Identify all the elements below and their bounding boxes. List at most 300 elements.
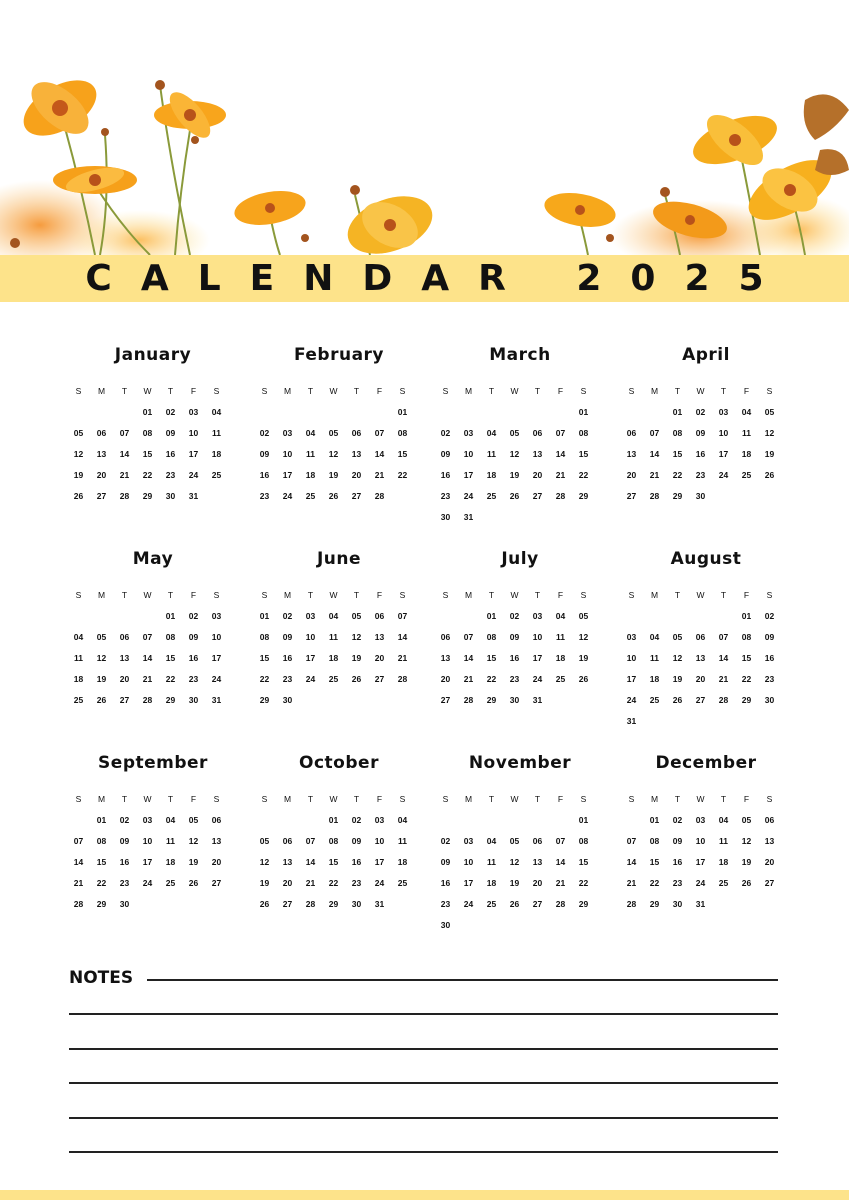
weekday-header: F [743, 386, 750, 396]
day-cell: 22 [649, 878, 660, 888]
weekday-header-row [434, 789, 606, 810]
day-cell: 28 [555, 899, 566, 909]
calendar-title: CALENDAR 2025 [85, 258, 793, 299]
day-cell: 01 [397, 407, 408, 417]
month-name: November [468, 753, 572, 773]
empty-cell [526, 507, 549, 528]
week-row [620, 423, 792, 444]
day-cell: 19 [259, 878, 270, 888]
weekday-header-row [253, 585, 425, 606]
day-cell: 25 [555, 674, 566, 684]
weekday-header: T [720, 590, 727, 600]
empty-cell [620, 402, 643, 423]
day-cell: 13 [211, 836, 222, 846]
day-cell: 26 [764, 470, 775, 480]
day-cell: 06 [532, 836, 543, 846]
empty-cell [205, 486, 228, 507]
day-cell: 06 [532, 428, 543, 438]
weekday-header: T [720, 386, 727, 396]
day-cell: 16 [119, 857, 130, 867]
day-cell: 19 [764, 449, 775, 459]
day-cell: 04 [486, 836, 497, 846]
month-name: August [670, 549, 742, 569]
day-cell: 06 [374, 611, 385, 621]
day-cell: 08 [397, 428, 408, 438]
day-cell: 03 [305, 611, 316, 621]
day-cell: 02 [509, 611, 520, 621]
day-cell: 04 [741, 407, 752, 417]
week-row [67, 669, 239, 690]
day-cell: 14 [626, 857, 637, 867]
week-row [253, 852, 425, 873]
notes-line [69, 1117, 778, 1119]
weekday-header: W [143, 386, 152, 396]
day-cell: 28 [397, 674, 408, 684]
empty-cell [67, 606, 90, 627]
day-cell: 09 [695, 428, 706, 438]
empty-cell [712, 606, 735, 627]
empty-cell [480, 915, 503, 936]
day-cell: 10 [463, 449, 474, 459]
day-cell: 11 [398, 836, 407, 846]
week-row [434, 915, 606, 936]
day-cell: 11 [487, 857, 496, 867]
day-cell: 09 [282, 632, 293, 642]
day-cell: 09 [188, 632, 199, 642]
day-cell: 25 [305, 491, 316, 501]
day-cell: 22 [165, 674, 176, 684]
day-cell: 18 [555, 653, 566, 663]
day-cell: 23 [440, 899, 451, 909]
day-cell: 02 [440, 836, 451, 846]
day-cell: 08 [96, 836, 107, 846]
week-row [253, 606, 425, 627]
day-cell: 19 [73, 470, 84, 480]
weekday-header: S [442, 386, 449, 396]
day-cell: 18 [718, 857, 729, 867]
weekday-header: S [766, 590, 773, 600]
weekday-header-row [620, 789, 792, 810]
day-cell: 17 [718, 449, 729, 459]
week-row [67, 627, 239, 648]
weekday-header: M [97, 590, 106, 600]
day-cell: 14 [649, 449, 660, 459]
day-cell: 01 [741, 611, 752, 621]
day-cell: 20 [211, 857, 222, 867]
week-row [620, 810, 792, 831]
day-cell: 10 [374, 836, 385, 846]
weekday-header: W [696, 386, 705, 396]
day-cell: 29 [741, 695, 752, 705]
day-cell: 14 [555, 449, 566, 459]
day-cell: 15 [486, 653, 497, 663]
empty-cell [572, 915, 595, 936]
week-row [67, 690, 239, 711]
empty-cell [299, 690, 322, 711]
weekday-header: S [580, 386, 587, 396]
day-cell: 30 [119, 899, 130, 909]
week-row [434, 465, 606, 486]
day-cell: 03 [695, 815, 706, 825]
day-cell: 18 [741, 449, 752, 459]
day-cell: 08 [578, 428, 589, 438]
week-row [253, 810, 425, 831]
empty-cell [549, 690, 572, 711]
weekday-header: S [766, 794, 773, 804]
week-row [434, 402, 606, 423]
day-cell: 13 [96, 449, 107, 459]
day-cell: 06 [764, 815, 775, 825]
weekday-header-row [434, 381, 606, 402]
day-cell: 06 [119, 632, 130, 642]
weekday-header-row [253, 789, 425, 810]
day-cell: 10 [695, 836, 706, 846]
day-cell: 04 [305, 428, 316, 438]
empty-cell [434, 810, 457, 831]
week-row [434, 486, 606, 507]
day-cell: 12 [509, 449, 520, 459]
day-cell: 03 [188, 407, 199, 417]
day-cell: 21 [142, 674, 153, 684]
day-cell: 25 [486, 899, 497, 909]
day-cell: 02 [119, 815, 130, 825]
day-cell: 01 [142, 407, 153, 417]
empty-cell [322, 690, 345, 711]
day-cell: 16 [282, 653, 293, 663]
day-cell: 12 [509, 857, 520, 867]
day-cell: 13 [626, 449, 637, 459]
empty-cell [549, 915, 572, 936]
day-cell: 09 [351, 836, 362, 846]
week-row [253, 648, 425, 669]
day-cell: 28 [555, 491, 566, 501]
day-cell: 23 [282, 674, 293, 684]
day-cell: 14 [718, 653, 729, 663]
day-cell: 24 [374, 878, 385, 888]
day-cell: 25 [211, 470, 222, 480]
day-cell: 10 [188, 428, 199, 438]
weekday-header: S [75, 794, 82, 804]
day-cell: 20 [695, 674, 706, 684]
empty-cell [572, 507, 595, 528]
day-cell: 06 [96, 428, 107, 438]
day-cell: 16 [351, 857, 362, 867]
weekday-header: T [353, 794, 360, 804]
day-cell: 20 [351, 470, 362, 480]
week-row [253, 465, 425, 486]
empty-cell [391, 486, 414, 507]
weekday-header: S [213, 590, 220, 600]
weekday-header: W [696, 590, 705, 600]
day-cell: 14 [73, 857, 84, 867]
day-cell: 16 [695, 449, 706, 459]
day-cell: 24 [532, 674, 543, 684]
day-cell: 29 [486, 695, 497, 705]
weekday-header: T [488, 590, 495, 600]
day-cell: 10 [463, 857, 474, 867]
day-cell: 25 [165, 878, 176, 888]
weekday-header: S [766, 386, 773, 396]
day-cell: 12 [96, 653, 107, 663]
month-name: March [489, 345, 551, 365]
day-cell: 26 [259, 899, 270, 909]
empty-cell [457, 606, 480, 627]
empty-cell [549, 810, 572, 831]
day-cell: 05 [96, 632, 107, 642]
day-cell: 27 [211, 878, 222, 888]
weekday-header: T [353, 590, 360, 600]
day-cell: 19 [188, 857, 199, 867]
day-cell: 12 [351, 632, 362, 642]
empty-cell [503, 915, 526, 936]
day-cell: 17 [188, 449, 199, 459]
weekday-header: T [307, 590, 314, 600]
day-cell: 19 [672, 674, 683, 684]
weekday-header: F [557, 794, 564, 804]
day-cell: 21 [555, 878, 566, 888]
footer-band [0, 1190, 849, 1200]
day-cell: 05 [351, 611, 362, 621]
weekday-header: S [213, 386, 220, 396]
weekday-header: T [353, 386, 360, 396]
day-cell: 25 [397, 878, 408, 888]
weekday-header: W [329, 794, 338, 804]
week-row [434, 423, 606, 444]
weekday-header: S [580, 794, 587, 804]
week-row [620, 831, 792, 852]
day-cell: 08 [578, 836, 589, 846]
day-cell: 24 [626, 695, 637, 705]
day-cell: 31 [463, 512, 474, 522]
day-cell: 27 [626, 491, 637, 501]
day-cell: 11 [166, 836, 175, 846]
empty-cell [299, 810, 322, 831]
week-row [620, 711, 792, 732]
day-cell: 06 [351, 428, 362, 438]
day-cell: 11 [719, 836, 728, 846]
day-cell: 18 [73, 674, 84, 684]
day-cell: 16 [259, 470, 270, 480]
day-cell: 29 [578, 899, 589, 909]
day-cell: 18 [211, 449, 222, 459]
week-row [67, 402, 239, 423]
day-cell: 01 [672, 407, 683, 417]
day-cell: 08 [259, 632, 270, 642]
weekday-header: S [261, 590, 268, 600]
month-july [434, 547, 606, 705]
week-row [253, 444, 425, 465]
empty-cell [712, 486, 735, 507]
weekday-header: S [628, 590, 635, 600]
day-cell: 02 [282, 611, 293, 621]
week-row [67, 486, 239, 507]
day-cell: 12 [764, 428, 775, 438]
day-cell: 15 [96, 857, 107, 867]
weekday-header: S [399, 386, 406, 396]
week-row [434, 507, 606, 528]
day-cell: 08 [649, 836, 660, 846]
day-cell: 10 [305, 632, 316, 642]
day-cell: 05 [741, 815, 752, 825]
day-cell: 18 [328, 653, 339, 663]
weekday-header: W [510, 794, 519, 804]
day-cell: 15 [165, 653, 176, 663]
day-cell: 15 [142, 449, 153, 459]
day-cell: 04 [718, 815, 729, 825]
month-august [620, 547, 792, 726]
weekday-header: M [97, 386, 106, 396]
month-grid [620, 789, 792, 915]
weekday-header: M [97, 794, 106, 804]
day-cell: 08 [165, 632, 176, 642]
empty-cell [205, 894, 228, 915]
week-row [253, 669, 425, 690]
weekday-header: F [376, 386, 383, 396]
week-row [434, 669, 606, 690]
day-cell: 09 [440, 857, 451, 867]
day-cell: 25 [486, 491, 497, 501]
empty-cell [526, 915, 549, 936]
empty-cell [503, 507, 526, 528]
empty-cell [368, 402, 391, 423]
empty-cell [434, 606, 457, 627]
day-cell: 09 [672, 836, 683, 846]
day-cell: 11 [212, 428, 221, 438]
empty-cell [572, 690, 595, 711]
week-row [620, 465, 792, 486]
empty-cell [758, 711, 781, 732]
empty-cell [457, 915, 480, 936]
empty-cell [136, 606, 159, 627]
day-cell: 06 [282, 836, 293, 846]
day-cell: 24 [211, 674, 222, 684]
day-cell: 10 [142, 836, 153, 846]
day-cell: 02 [165, 407, 176, 417]
day-cell: 31 [532, 695, 543, 705]
empty-cell [620, 810, 643, 831]
day-cell: 18 [165, 857, 176, 867]
day-cell: 06 [211, 815, 222, 825]
day-cell: 22 [259, 674, 270, 684]
day-cell: 28 [649, 491, 660, 501]
week-row [67, 831, 239, 852]
day-cell: 05 [509, 428, 520, 438]
week-row [620, 690, 792, 711]
weekday-header: F [743, 590, 750, 600]
day-cell: 30 [440, 512, 451, 522]
weekday-header: T [720, 794, 727, 804]
weekday-header: S [399, 794, 406, 804]
day-cell: 22 [397, 470, 408, 480]
week-row [253, 831, 425, 852]
day-cell: 26 [741, 878, 752, 888]
weekday-header: T [307, 794, 314, 804]
day-cell: 29 [328, 899, 339, 909]
weekday-header: W [510, 386, 519, 396]
day-cell: 20 [96, 470, 107, 480]
empty-cell [276, 402, 299, 423]
day-cell: 07 [73, 836, 84, 846]
day-cell: 09 [165, 428, 176, 438]
weekday-header: F [190, 386, 197, 396]
week-row [67, 648, 239, 669]
day-cell: 15 [672, 449, 683, 459]
week-row [620, 486, 792, 507]
day-cell: 17 [463, 878, 474, 888]
weekday-header: M [464, 794, 473, 804]
day-cell: 04 [649, 632, 660, 642]
weekday-header-row [67, 789, 239, 810]
empty-cell [368, 690, 391, 711]
month-name: July [501, 549, 539, 569]
empty-cell [758, 894, 781, 915]
day-cell: 11 [306, 449, 315, 459]
day-cell: 22 [672, 470, 683, 480]
empty-cell [457, 402, 480, 423]
day-cell: 17 [532, 653, 543, 663]
empty-cell [503, 810, 526, 831]
day-cell: 26 [328, 491, 339, 501]
week-row [434, 690, 606, 711]
weekday-header: M [283, 386, 292, 396]
weekday-header: T [674, 794, 681, 804]
day-cell: 24 [463, 899, 474, 909]
day-cell: 13 [440, 653, 451, 663]
day-cell: 22 [486, 674, 497, 684]
day-cell: 19 [578, 653, 589, 663]
month-name: May [132, 549, 174, 569]
empty-cell [136, 894, 159, 915]
weekday-header: F [743, 794, 750, 804]
day-cell: 16 [165, 449, 176, 459]
day-cell: 05 [672, 632, 683, 642]
day-cell: 24 [463, 491, 474, 501]
day-cell: 28 [305, 899, 316, 909]
notes-title-line [147, 979, 778, 981]
weekday-header: F [557, 590, 564, 600]
weekday-header: S [580, 590, 587, 600]
day-cell: 27 [532, 491, 543, 501]
day-cell: 20 [626, 470, 637, 480]
day-cell: 22 [328, 878, 339, 888]
day-cell: 12 [578, 632, 589, 642]
month-may [67, 547, 239, 705]
day-cell: 28 [463, 695, 474, 705]
weekday-header: T [488, 794, 495, 804]
month-grid [620, 585, 792, 732]
empty-cell [434, 402, 457, 423]
week-row [620, 606, 792, 627]
day-cell: 21 [463, 674, 474, 684]
day-cell: 08 [328, 836, 339, 846]
month-grid [253, 381, 425, 507]
day-cell: 12 [188, 836, 199, 846]
day-cell: 23 [509, 674, 520, 684]
day-cell: 16 [440, 878, 451, 888]
day-cell: 19 [328, 470, 339, 480]
day-cell: 26 [73, 491, 84, 501]
day-cell: 23 [259, 491, 270, 501]
month-grid [434, 381, 606, 528]
day-cell: 01 [578, 407, 589, 417]
week-row [67, 444, 239, 465]
month-grid [434, 789, 606, 936]
empty-cell [299, 402, 322, 423]
weekday-header: S [261, 386, 268, 396]
day-cell: 05 [73, 428, 84, 438]
day-cell: 29 [672, 491, 683, 501]
empty-cell [712, 711, 735, 732]
